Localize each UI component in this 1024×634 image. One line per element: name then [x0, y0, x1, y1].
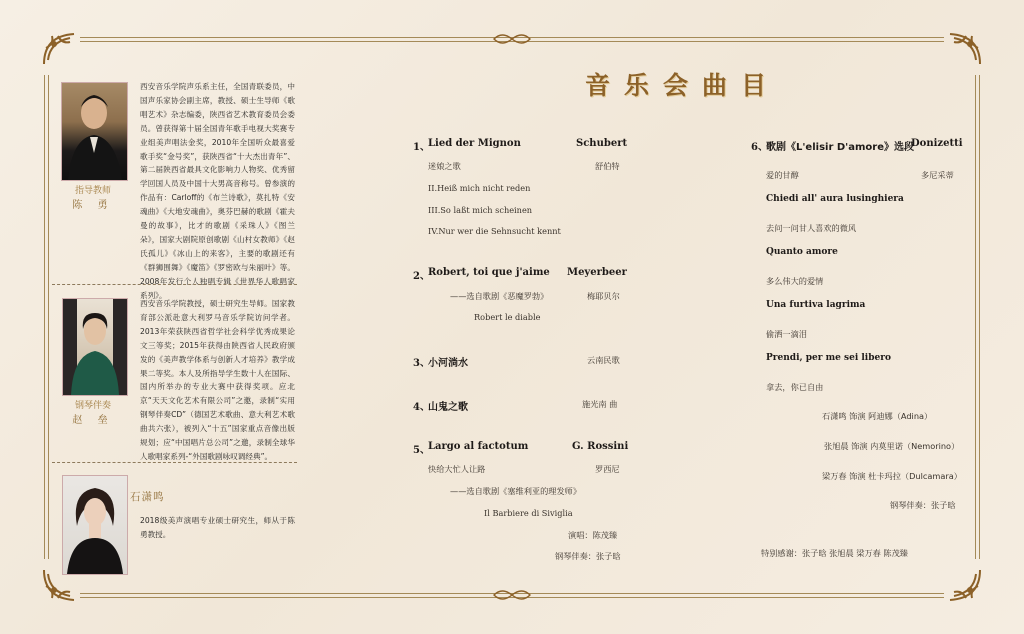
program-composer: Meyerbeer [567, 267, 627, 278]
program-line: 快给大忙人让路 [428, 464, 486, 474]
performer-photo-shi-xiaoming [62, 475, 128, 575]
frame-left-line [44, 75, 45, 559]
program-number: 3、 [413, 358, 430, 369]
program-line: II.Heiß mich nicht reden [428, 183, 531, 193]
corner-ornament-top-left [40, 30, 78, 68]
program-line-right: 多尼采蒂 [921, 170, 954, 180]
program-title: 歌剧《L'elisir D'amore》选段 [766, 142, 914, 153]
special-thanks: 特别感谢：张子晗 张旭晨 梁万春 陈茂臻 [761, 548, 908, 558]
program-line: Il Barbiere di Siviglia [484, 508, 573, 518]
program-line: ——选自歌剧《塞维利亚的理发师》 [450, 486, 582, 496]
program-line: ——选自歌剧《恶魔罗勃》 [450, 291, 549, 301]
program-line: 去问一问甘人喜欢的微风 [766, 223, 857, 233]
performer-bio: 西安音乐学院教授，硕士研究生导师。国家教育部公派赴意大利罗马音乐学院访问学者。2013年荣获陕西省哲学社会科学优秀成果论文三等奖；2015年获得由陕西省人民政府颁发的《美声教学体系与创新人才培养》教学成果二等奖。本人及所指导学生数十人在国际、国内所举办的专业大赛中获得奖项。应北京“天天文化艺术有限公司”之邀，录制“实用钢琴伴奏CD”（德国艺术歌曲、意大利艺术歌曲共六张），被列入“十五”国家重点音像出版规划；应“中国唱片总公司”之邀，录制全球华人歌唱家系列-“外国歌剧咏叹调经典”。 [140, 299, 295, 461]
program-title: Robert, toi que j'aime [428, 267, 550, 278]
program-composer: Donizetti [911, 138, 963, 149]
aria-title: Quanto amore [766, 247, 838, 257]
program-number: 4、 [413, 402, 430, 413]
frame-right-line [975, 75, 976, 559]
program-composer: 施光南 曲 [582, 399, 618, 409]
frame-left-line-inner [48, 75, 49, 559]
program-line-right: 罗西尼 [595, 464, 620, 474]
frame-right-line-inner [979, 75, 980, 559]
performer-name: 石潇鸣 [130, 491, 165, 503]
program-title: 小河淌水 [428, 358, 468, 369]
program-title: Lied der Mignon [428, 138, 521, 149]
aria-title: Chiedi all' aura lusinghiera [766, 194, 904, 204]
section-divider [52, 462, 297, 463]
program-line: 偷洒一滴泪 [766, 329, 807, 339]
program-line: 多么伟大的爱情 [766, 276, 824, 286]
section-divider [52, 284, 297, 285]
performer-bio: 2018级美声演唱专业硕士研究生，师从于陈勇教授。 [140, 516, 295, 539]
program-line-right: 梅耶贝尔 [587, 291, 620, 301]
program-number: 2、 [413, 271, 430, 282]
program-line-right: 舒伯特 [595, 161, 620, 171]
aria-title: Una furtiva lagrima [766, 300, 866, 310]
cast-line: 石潇鸣 饰演 阿迪娜（Adina） [822, 411, 933, 421]
program-line: 爱的甘醇 [766, 170, 799, 180]
program-line: IV.Nur wer die Sehnsucht kennt [428, 226, 561, 236]
performer-photo-chen-yong [61, 82, 128, 181]
program-title: 山鬼之歌 [428, 402, 468, 413]
program-line: 拿去，你已自由 [766, 382, 824, 392]
program-composer: 云南民歌 [587, 355, 620, 365]
bottom-center-ornament [492, 587, 532, 603]
performer-name: 陈 勇 [72, 200, 114, 211]
corner-ornament-top-right [946, 30, 984, 68]
program-performer: 演唱：陈茂臻 [568, 530, 618, 540]
program-line: 迷娘之歌 [428, 161, 461, 171]
cast-line: 梁万春 饰演 杜卡玛拉（Dulcamara） [822, 471, 962, 481]
program-composer: G. Rossini [572, 441, 629, 452]
cast-line: 张旭晨 饰演 内莫里诺（Nemorino） [824, 441, 960, 451]
performer-role: 指导教师 [74, 186, 111, 196]
performer-bio: 西安音乐学院声乐系主任，全国青联委员，中国声乐家协会副主席，教授、硕士生导师《歌唱艺术》杂志编委，陕西省艺术教育委员会委员。曾获得第十届全国青年歌手电视大奖赛专业组美声唱法金奖，2010年全国听众最喜爱歌手奖“金号奖”，获陕西省“十大杰出青年”、第二届陕西省最具文化影响力人物奖、优秀留学回国人员及中国十大男高音称号。曾参演的作品有：Carloff的《布兰诗歌》，莫扎特《安魂曲》《大地安魂曲》，奥芬巴赫的歌剧《霍夫曼的故事》，比才的歌剧《采珠人》《图兰朵》，国家大剧院原创歌剧《山村女教师》《赵氏孤儿》《冰山上的来客》，主要的歌剧还有《群狮围舞》《魔笛》《罗密欧与朱丽叶》等。2008年发行个人独唱专辑《世界华人歌唱家系列》。 [140, 82, 295, 300]
program-number: 5、 [413, 445, 430, 456]
program-composer: Schubert [576, 138, 628, 149]
performer-name: 赵 垒 [72, 415, 114, 426]
cast-accompanist: 钢琴伴奏：张子晗 [890, 500, 956, 510]
page-title: 音乐会曲目 [585, 71, 781, 100]
program-accompanist: 钢琴伴奏：张子晗 [555, 551, 621, 561]
top-center-ornament [492, 31, 532, 47]
program-title: Largo al factotum [428, 441, 529, 452]
performer-photo-zhao-lei [62, 298, 128, 396]
program-line: Robert le diable [474, 312, 541, 322]
corner-ornament-bottom-right [946, 566, 984, 604]
program-number: 6、 [751, 142, 768, 153]
program-line: III.So laßt mich scheinen [428, 205, 533, 215]
performer-role: 钢琴伴奏 [74, 401, 111, 411]
aria-title: Prendi, per me sei libero [766, 353, 891, 363]
program-number: 1、 [413, 142, 430, 153]
